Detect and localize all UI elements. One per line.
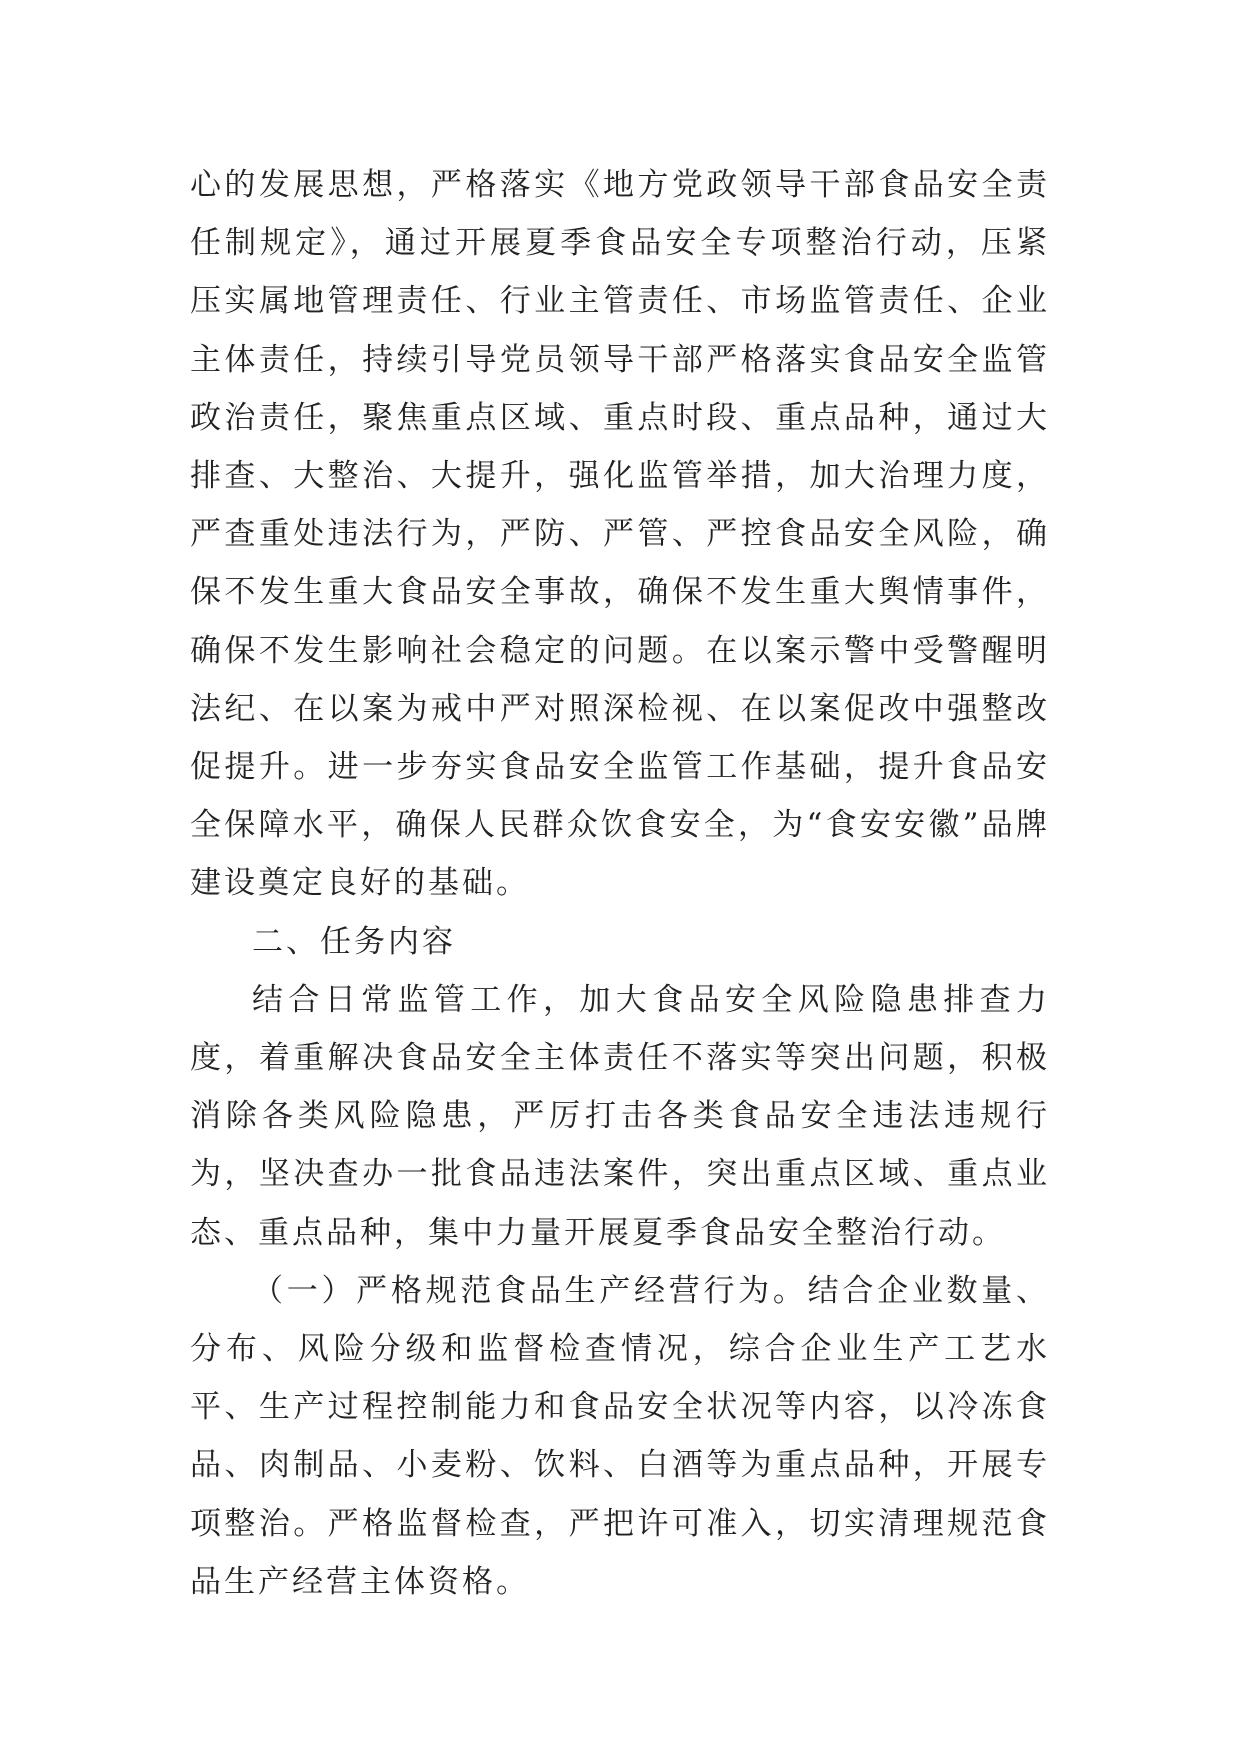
paragraph-task-content: 结合日常监管工作，加大食品安全风险隐患排查力度，着重解决食品安全主体责任不落实等突出问题，积极消除各类风险隐患，严厉打击各类食品安全违法违规行为，坚决查办一批食品违法案件，突出重点区域、重点业态、重点品种，集中力量开展夏季食品安全整治行动。 bbox=[190, 981, 1050, 1251]
paragraph-continuation: 心的发展思想，严格落实《地方党政领导干部食品安全责任制规定》，通过开展夏季食品安全专项整治行动，压紧压实属地管理责任、行业主管责任、市场监管责任、企业主体责任，持续引导党员领导干部严格落实食品安全监管政治责任，聚焦重点区域、重点时段、重点品种，通过大排查、大整治、大提升，强化监管举措，加大治理力度，严查重处违法行为，严防、严管、严控食品安全风险，确保不发生重大食品安全事故，确保不发生重大舆情事件，确保不发生影响社会稳定的问题。在以案示警中受警醒明法纪、在以案为戒中严对照深检视、在以案促改中强整改促提升。进一步夯实食品安全监管工作基础，提升食品安全保障水平，确保人民群众饮食安全，为“食安安徽”品牌建设奠定良好的基础。 bbox=[190, 167, 1050, 902]
paragraph-item-one: （一）严格规范食品生产经营行为。结合企业数量、分布、风险分级和监督检查情况，综合企业生产工艺水平、生产过程控制能力和食品安全状况等内容，以冷冻食品、肉制品、小麦粉、饮料、白酒等为重点品种，开展专项整治。严格监督检查，严把许可准入，切实清理规范食品生产经营主体资格。 bbox=[190, 1272, 1050, 1600]
section-heading-task-content: 二、任务内容 bbox=[252, 923, 456, 960]
document-body bbox=[190, 156, 1050, 1611]
